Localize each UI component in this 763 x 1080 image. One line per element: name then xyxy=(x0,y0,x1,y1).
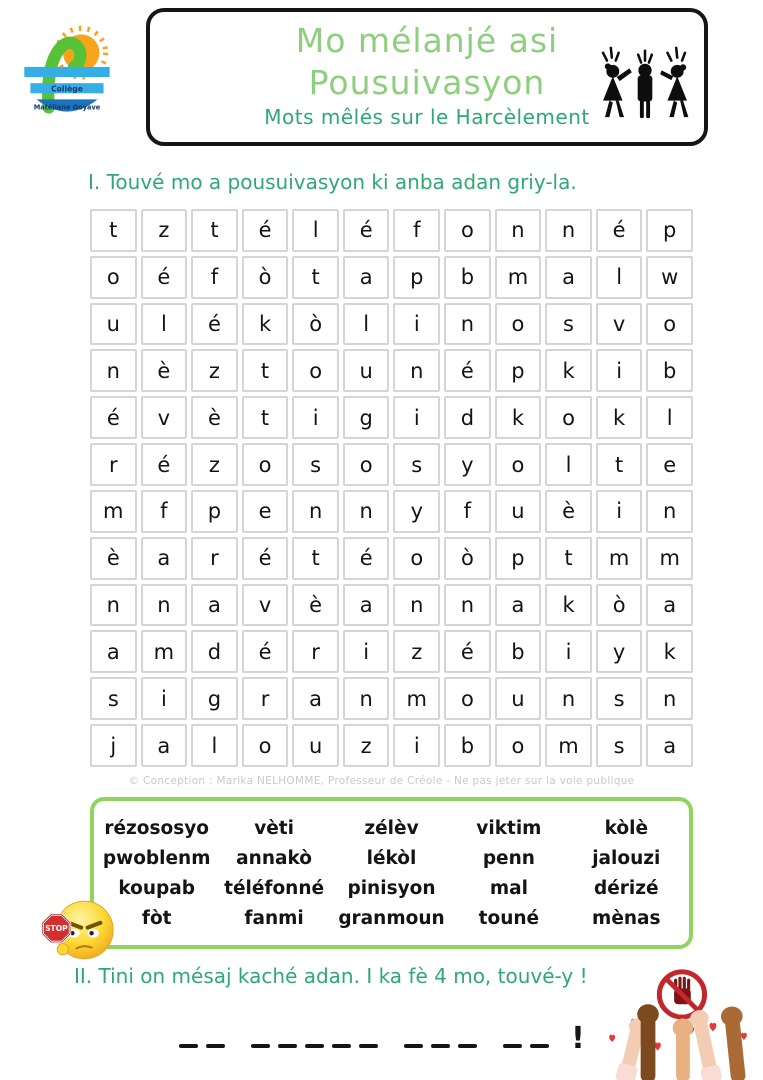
word-bank-word-r1c5: kòlè xyxy=(604,817,648,839)
grid-cell-r4c2: è xyxy=(141,349,188,392)
grid-cell-r11c2: i xyxy=(141,677,188,720)
grid-cell-r4c12: b xyxy=(646,349,693,392)
grid-cell-r11c10: n xyxy=(545,677,592,720)
word-bank-word-r3c3: pinisyon xyxy=(347,877,436,899)
grid-cell-r9c8: n xyxy=(444,584,491,627)
grid-cell-r2c6: a xyxy=(343,256,390,299)
answer-word-blank-4 xyxy=(499,1044,553,1052)
letter-blank xyxy=(179,1044,198,1048)
letter-blank xyxy=(359,1044,378,1048)
grid-cell-r2c11: l xyxy=(596,256,643,299)
grid-cell-r9c7: n xyxy=(393,584,440,627)
grid-cell-r6c3: z xyxy=(191,443,238,486)
grid-cell-r9c12: a xyxy=(646,584,693,627)
logo-name-label: Matéliane Goyave xyxy=(33,103,101,112)
grid-cell-r2c7: p xyxy=(393,256,440,299)
word-bank-word-r3c1: koupab xyxy=(118,877,196,899)
grid-cell-r9c5: è xyxy=(292,584,339,627)
grid-cell-r8c2: a xyxy=(141,537,188,580)
grid-cell-r7c4: e xyxy=(242,490,289,533)
grid-cell-r10c10: i xyxy=(545,630,592,673)
grid-cell-r7c12: n xyxy=(646,490,693,533)
grid-cell-r4c8: é xyxy=(444,349,491,392)
grid-cell-r1c12: p xyxy=(646,209,693,252)
logo-school-label: Collège xyxy=(51,84,83,94)
grid-cell-r9c4: v xyxy=(242,584,289,627)
answer-suffix: ! xyxy=(571,1021,585,1056)
word-bank-word-r2c1: pwoblenm xyxy=(102,847,211,869)
grid-cell-r7c9: u xyxy=(495,490,542,533)
grid-cell-r3c6: l xyxy=(343,303,390,346)
grid-cell-r5c10: o xyxy=(545,396,592,439)
title-line-2: Pousuivasyon xyxy=(308,63,546,102)
letter-blank xyxy=(305,1044,324,1048)
grid-cell-r2c3: f xyxy=(191,256,238,299)
grid-cell-r2c8: b xyxy=(444,256,491,299)
grid-cell-r12c8: b xyxy=(444,724,491,767)
grid-cell-r6c10: l xyxy=(545,443,592,486)
grid-cell-r4c7: n xyxy=(393,349,440,392)
grid-cell-r3c5: ò xyxy=(292,303,339,346)
grid-cell-r9c1: n xyxy=(90,584,137,627)
grid-cell-r7c5: n xyxy=(292,490,339,533)
word-bank-word-r3c5: dérizé xyxy=(594,877,659,899)
word-bank-word-r4c2: fanmi xyxy=(244,907,304,929)
word-bank-word-r2c4: penn xyxy=(482,847,535,869)
grid-cell-r4c4: t xyxy=(242,349,289,392)
grid-cell-r8c10: t xyxy=(545,537,592,580)
copyright-line: © Conception : Marika NELHOMME, Professeur de Créole - Ne pas jeter sur la voie publique xyxy=(128,775,635,787)
grid-cell-r4c5: o xyxy=(292,349,339,392)
grid-cell-r4c3: z xyxy=(191,349,238,392)
grid-cell-r2c9: m xyxy=(495,256,542,299)
header-box xyxy=(146,8,708,146)
grid-cell-r7c3: p xyxy=(191,490,238,533)
word-bank-word-r2c5: jalouzi xyxy=(592,847,661,869)
grid-cell-r9c6: a xyxy=(343,584,390,627)
word-bank xyxy=(90,797,693,949)
grid-cell-r7c1: m xyxy=(90,490,137,533)
grid-cell-r12c12: a xyxy=(646,724,693,767)
grid-cell-r1c11: é xyxy=(596,209,643,252)
letter-grid xyxy=(90,209,693,767)
grid-cell-r8c8: ò xyxy=(444,537,491,580)
grid-cell-r1c2: z xyxy=(141,209,188,252)
grid-cell-r8c12: m xyxy=(646,537,693,580)
grid-cell-r7c7: y xyxy=(393,490,440,533)
grid-cell-r4c6: u xyxy=(343,349,390,392)
grid-cell-r10c6: i xyxy=(343,630,390,673)
grid-cell-r3c1: u xyxy=(90,303,137,346)
grid-cell-r12c9: o xyxy=(495,724,542,767)
grid-cell-r8c6: é xyxy=(343,537,390,580)
grid-cell-r7c11: i xyxy=(596,490,643,533)
answer-word-blank-2 xyxy=(247,1044,382,1052)
word-bank-word-r4c3: granmoun xyxy=(338,907,445,929)
grid-cell-r11c1: s xyxy=(90,677,137,720)
letter-blank xyxy=(458,1044,477,1048)
grid-cell-r10c8: é xyxy=(444,630,491,673)
grid-cell-r3c12: o xyxy=(646,303,693,346)
word-bank-word-r1c3: zélèv xyxy=(364,817,419,839)
grid-cell-r10c12: k xyxy=(646,630,693,673)
grid-cell-r6c6: o xyxy=(343,443,390,486)
grid-cell-r10c4: é xyxy=(242,630,289,673)
grid-cell-r11c5: a xyxy=(292,677,339,720)
grid-cell-r6c5: s xyxy=(292,443,339,486)
grid-cell-r8c5: t xyxy=(292,537,339,580)
grid-cell-r5c12: l xyxy=(646,396,693,439)
grid-cell-r5c1: é xyxy=(90,396,137,439)
grid-cell-r8c7: o xyxy=(393,537,440,580)
grid-cell-r4c11: i xyxy=(596,349,643,392)
grid-cell-r6c11: t xyxy=(596,443,643,486)
grid-cell-r2c4: ò xyxy=(242,256,289,299)
grid-cell-r10c1: a xyxy=(90,630,137,673)
grid-cell-r5c7: i xyxy=(393,396,440,439)
grid-cell-r11c9: u xyxy=(495,677,542,720)
grid-cell-r8c9: p xyxy=(495,537,542,580)
water-stripe xyxy=(24,67,109,77)
word-bank-word-r2c2: annakò xyxy=(236,847,312,869)
instruction-part1: I. Touvé mo a pousuivasyon ki anba adan griy-la. xyxy=(88,170,577,194)
grid-cell-r10c5: r xyxy=(292,630,339,673)
grid-cell-r1c5: l xyxy=(292,209,339,252)
answer-blanks xyxy=(150,1021,610,1056)
letter-blank xyxy=(503,1044,522,1048)
grid-cell-r3c11: v xyxy=(596,303,643,346)
word-bank-grid xyxy=(94,812,689,935)
grid-cell-r12c7: i xyxy=(393,724,440,767)
word-bank-word-r4c4: touné xyxy=(478,907,540,929)
grid-cell-r3c10: s xyxy=(545,303,592,346)
grid-cell-r8c4: é xyxy=(242,537,289,580)
grid-cell-r12c11: s xyxy=(596,724,643,767)
grid-cell-r7c10: è xyxy=(545,490,592,533)
grid-cell-r5c5: i xyxy=(292,396,339,439)
grid-cell-r3c3: é xyxy=(191,303,238,346)
word-bank-word-r1c4: viktim xyxy=(476,817,542,839)
grid-cell-r6c1: r xyxy=(90,443,137,486)
grid-cell-r7c6: n xyxy=(343,490,390,533)
grid-cell-r8c1: è xyxy=(90,537,137,580)
grid-cell-r5c11: k xyxy=(596,396,643,439)
grid-cell-r4c10: k xyxy=(545,349,592,392)
grid-cell-r9c2: n xyxy=(141,584,188,627)
stop-sign-label: STOP xyxy=(45,924,68,934)
word-bank-word-r2c3: lékòl xyxy=(366,847,417,869)
grid-cell-r12c2: a xyxy=(141,724,188,767)
grid-cell-r1c4: é xyxy=(242,209,289,252)
grid-cell-r11c8: o xyxy=(444,677,491,720)
letter-blank xyxy=(206,1044,225,1048)
grid-cell-r1c9: n xyxy=(495,209,542,252)
grid-cell-r11c11: s xyxy=(596,677,643,720)
grid-cell-r12c6: z xyxy=(343,724,390,767)
grid-cell-r10c9: b xyxy=(495,630,542,673)
word-bank-word-r3c2: téléfonné xyxy=(224,877,325,899)
stop-octagon-sign xyxy=(43,915,70,942)
grid-cell-r5c9: k xyxy=(495,396,542,439)
word-bank-word-r1c1: rézososyo xyxy=(104,817,210,839)
grid-cell-r6c7: s xyxy=(393,443,440,486)
emoji-hand xyxy=(57,944,68,955)
grid-cell-r3c9: o xyxy=(495,303,542,346)
stop-emoji-icon xyxy=(38,888,118,972)
answer-word-blank-3 xyxy=(400,1044,481,1052)
grid-cell-r2c2: é xyxy=(141,256,188,299)
grid-cell-r11c3: g xyxy=(191,677,238,720)
grid-cell-r5c2: v xyxy=(141,396,188,439)
instruction-part2: II. Tini on mésaj kaché adan. I ka fè 4 mo, touvé-y ! xyxy=(74,964,588,988)
letter-blank xyxy=(332,1044,351,1048)
grid-cell-r11c12: n xyxy=(646,677,693,720)
grid-cell-r12c3: l xyxy=(191,724,238,767)
grid-cell-r7c8: f xyxy=(444,490,491,533)
worksheet-subtitle: Mots mêlés sur le Harcèlement xyxy=(264,105,590,129)
grid-cell-r9c11: ò xyxy=(596,584,643,627)
grid-cell-r1c7: f xyxy=(393,209,440,252)
grid-cell-r6c12: e xyxy=(646,443,693,486)
grid-cell-r11c7: m xyxy=(393,677,440,720)
fists-illustration xyxy=(595,962,763,1080)
grid-cell-r11c4: r xyxy=(242,677,289,720)
word-bank-word-r4c1: fòt xyxy=(141,907,172,929)
grid-cell-r5c3: è xyxy=(191,396,238,439)
grid-cell-r10c7: z xyxy=(393,630,440,673)
grid-cell-r1c6: é xyxy=(343,209,390,252)
harassment-pictogram-icon xyxy=(596,44,694,124)
grid-cell-r3c7: i xyxy=(393,303,440,346)
grid-cell-r9c3: a xyxy=(191,584,238,627)
grid-cell-r3c4: k xyxy=(242,303,289,346)
grid-cell-r1c10: n xyxy=(545,209,592,252)
grid-cell-r2c1: o xyxy=(90,256,137,299)
grid-cell-r9c10: k xyxy=(545,584,592,627)
grid-cell-r6c2: é xyxy=(141,443,188,486)
grid-cell-r12c5: u xyxy=(292,724,339,767)
grid-cell-r6c4: o xyxy=(242,443,289,486)
grid-cell-r5c8: d xyxy=(444,396,491,439)
grid-cell-r2c5: t xyxy=(292,256,339,299)
letter-blank xyxy=(404,1044,423,1048)
grid-cell-r12c1: j xyxy=(90,724,137,767)
letter-blank xyxy=(431,1044,450,1048)
title-line-1: Mo mélanjé asi xyxy=(295,21,559,60)
letter-blank xyxy=(278,1044,297,1048)
grid-cell-r1c1: t xyxy=(90,209,137,252)
grid-cell-r10c2: m xyxy=(141,630,188,673)
word-bank-word-r4c5: mènas xyxy=(592,907,661,929)
grid-cell-r4c1: n xyxy=(90,349,137,392)
grid-cell-r3c2: l xyxy=(141,303,188,346)
grid-cell-r11c6: n xyxy=(343,677,390,720)
grid-cell-r10c11: y xyxy=(596,630,643,673)
school-logo xyxy=(12,10,124,136)
grid-cell-r1c3: t xyxy=(191,209,238,252)
grid-cell-r5c6: g xyxy=(343,396,390,439)
letter-blank xyxy=(251,1044,270,1048)
grid-cell-r6c9: o xyxy=(495,443,542,486)
grid-cell-r7c2: f xyxy=(141,490,188,533)
grid-cell-r12c4: o xyxy=(242,724,289,767)
grid-cell-r6c8: y xyxy=(444,443,491,486)
grid-cell-r9c9: a xyxy=(495,584,542,627)
grid-cell-r8c11: m xyxy=(596,537,643,580)
grid-cell-r12c10: m xyxy=(545,724,592,767)
answer-word-blank-1 xyxy=(175,1044,229,1052)
letter-blank xyxy=(530,1044,549,1048)
grid-cell-r10c3: d xyxy=(191,630,238,673)
grid-cell-r2c12: w xyxy=(646,256,693,299)
grid-cell-r3c8: n xyxy=(444,303,491,346)
word-bank-word-r3c4: mal xyxy=(489,877,528,899)
grid-cell-r1c8: o xyxy=(444,209,491,252)
grid-cell-r2c10: a xyxy=(545,256,592,299)
grid-cell-r4c9: p xyxy=(495,349,542,392)
grid-cell-r5c4: t xyxy=(242,396,289,439)
grid-cell-r8c3: r xyxy=(191,537,238,580)
word-bank-word-r1c2: vèti xyxy=(254,817,294,839)
